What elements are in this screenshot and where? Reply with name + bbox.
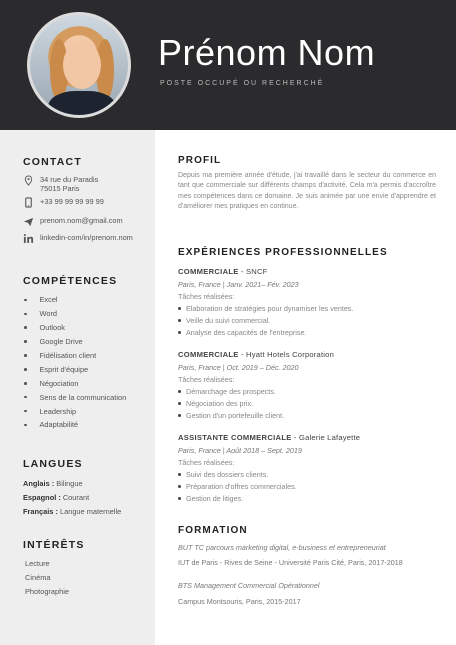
experience-meta: Paris, France | Janv. 2021– Fév. 2023 [178,280,299,289]
tasks-label: Tâches réalisées: [178,458,235,467]
tasks-label: Tâches réalisées: [178,292,235,301]
contact-email [23,216,123,227]
task-item: Démarchage des prospects. [178,387,276,396]
formation-degree: BTS Management Commercial Opérationnel [178,581,320,590]
contact-address [23,175,98,193]
list-item: Excel [24,293,126,307]
interets-title: INTÉRÊTS [23,539,85,551]
address-line2: 75015 Paris [40,184,80,193]
skills-list [24,293,126,432]
language-row: Espagnol : Courant [23,493,90,502]
profil-text: Depuis ma première année d'étude, j'ai travaillé dans le secteur du commerce en tant que commerciale sur différents champs d'activité. Cela m'a permis d'accroître mes compétences dans ce domaine. Je suis animée par une envie d'apprendre et d'améliorer mes pratiques en continue. [178,172,436,210]
task-item: Analyse des capacités de l'entreprise. [178,328,306,337]
experience-heading: COMMERCIALE - Hyatt Hotels Corporation [178,350,334,359]
phone-number: +33 99 99 99 99 99 [40,197,104,206]
experience-heading: COMMERCIALE - SNCF [178,267,268,276]
email-address[interactable]: prenom.nom@gmail.com [40,216,123,225]
interest-item: Lecture [25,559,50,568]
experience-meta: Paris, France | Août 2018 – Sept. 2019 [178,446,302,455]
task-item: Gestion de litiges. [178,494,243,503]
task-item: Veille du suivi commercial. [178,316,270,325]
profile-photo [27,12,131,118]
list-item: Esprit d'équipe [24,362,126,376]
contact-title: CONTACT [23,156,82,168]
list-item: Fidélisation client [24,349,126,363]
formation-school: Campus Montsouris, Paris, 2015-2017 [178,597,301,606]
task-item: Préparation d'offres commerciales. [178,482,297,491]
candidate-name: Prénom Nom [158,32,376,73]
experiences-title: EXPÉRIENCES PROFESSIONNELLES [178,247,388,258]
language-row: Français : Langue maternelle [23,507,122,516]
list-item: Négociation [24,376,126,390]
linkedin-icon [23,233,35,244]
interest-item: Cinéma [25,573,51,582]
interest-item: Photographie [25,587,69,596]
list-item: Outlook [24,321,126,335]
task-item: Elaboration de stratégies pour dynamiser les ventes. [178,304,353,313]
address-line1: 34 rue du Paradis [40,175,99,184]
language-row: Anglais : Bilingue [23,479,83,488]
formation-degree: BUT TC parcours marketing digital, e-business et entrepreneuriat [178,543,386,552]
experience-meta: Paris, France | Oct. 2019 – Déc. 2020 [178,363,299,372]
paper-plane-icon [23,216,35,227]
task-item: Gestion d'un portefeuille client. [178,411,284,420]
list-item: Leadership [24,404,126,418]
profil-title: PROFIL [178,155,222,166]
list-item: Sens de la communication [24,390,126,404]
contact-linkedin [23,233,133,244]
tasks-label: Tâches réalisées: [178,375,235,384]
job-title: POSTE OCCUPÉ OU RECHERCHÉ [160,80,325,87]
formation-school: IUT de Paris - Rives de Seine - Université Paris Cité, Paris, 2017-2018 [178,558,403,567]
header [0,0,456,130]
location-pin-icon [23,175,35,186]
contact-phone [23,197,104,208]
list-item: Google Drive [24,335,126,349]
task-item: Négociation des prix. [178,399,253,408]
langues-title: LANGUES [23,458,83,470]
formation-title: FORMATION [178,525,248,536]
competences-title: COMPÉTENCES [23,275,118,287]
task-item: Suivi des dossiers clients. [178,470,268,479]
phone-icon [23,197,35,208]
list-item: Word [24,307,126,321]
experience-heading: ASSISTANTE COMMERCIALE - Galerie Lafayette [178,433,361,442]
list-item: Adaptabilité [24,418,126,432]
linkedin-url[interactable]: linkedin-com/in/prenom.nom [40,233,133,242]
